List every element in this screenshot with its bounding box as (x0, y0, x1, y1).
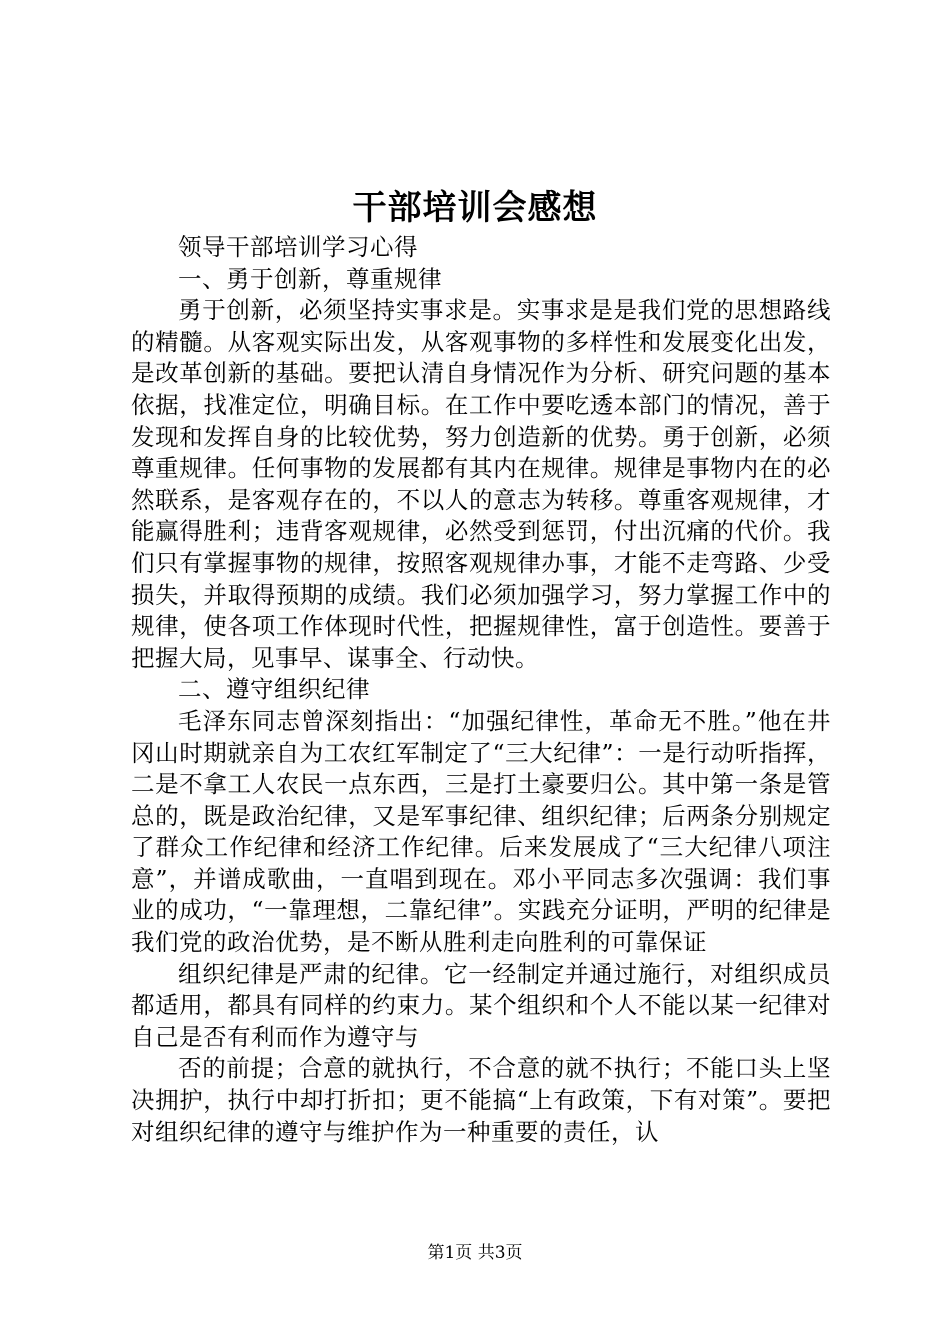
body-paragraph: 毛泽东同志曾深刻指出：“加强纪律性，革命无不胜。”他在井冈山时期就亲自为工农红军制定了“三大纪律”：一是行动听指挥，二是不拿工人农民一点东西，三是打土豪要归公。其中第一条是管总的，既是政治纪律，又是军事纪律、组织纪律；后两条分别规定了群众工作纪律和经济工作纪律。后来发展成了“三大纪律八项注意”，并谱成歌曲，一直唱到现在。邓小平同志多次强调：我们事业的成功，“一靠理想，二靠纪律”。实践充分证明，严明的纪律是我们党的政治优势，是不断从胜利走向胜利的可靠保证 (131, 706, 831, 957)
page-footer: 第1页 共3页 (427, 1243, 523, 1263)
section-heading-2: 二、遵守组织纪律 (178, 675, 370, 704)
body-paragraph: 勇于创新，必须坚持实事求是。实事求是是我们党的思想路线的精髓。从客观实际出发，从客观事物的多样性和发展变化出发，是改革创新的基础。要把认清自身情况作为分析、研究问题的基本依据，找准定位，明确目标。在工作中要吃透本部门的情况，善于发现和发挥自身的比较优势，努力创造新的优势。勇于创新，必须尊重规律。任何事物的发展都有其内在规律。规律是事物内在的必然联系，是客观存在的，不以人的意志为转移。尊重客观规律，才能赢得胜利；违背客观规律，必然受到惩罚，付出沉痛的代价。我们只有掌握事物的规律，按照客观规律办事，才能不走弯路、少受损失，并取得预期的成绩。我们必须加强学习，努力掌握工作中的规律，使各项工作体现时代性，把握规律性，富于创造性。要善于把握大局，见事早、谋事全、行动快。 (131, 296, 831, 672)
document-title: 干部培训会感想 (352, 188, 598, 228)
section-heading-1: 一、勇于创新，尊重规律 (178, 264, 442, 293)
document-body (131, 232, 831, 1148)
body-paragraph: 组织纪律是严肃的纪律。它一经制定并通过施行，对组织成员都适用，都具有同样的约束力。某个组织和个人不能以某一纪律对自己是否有利而作为遵守与 (131, 959, 831, 1051)
subtitle-paragraph: 领导干部培训学习心得 (178, 233, 418, 261)
body-paragraph: 否的前提；合意的就执行，不合意的就不执行；不能口头上坚决拥护，执行中却打折扣；更不能搞“上有政策，下有对策”。要把对组织纪律的遵守与维护作为一种重要的责任，认 (131, 1054, 831, 1146)
